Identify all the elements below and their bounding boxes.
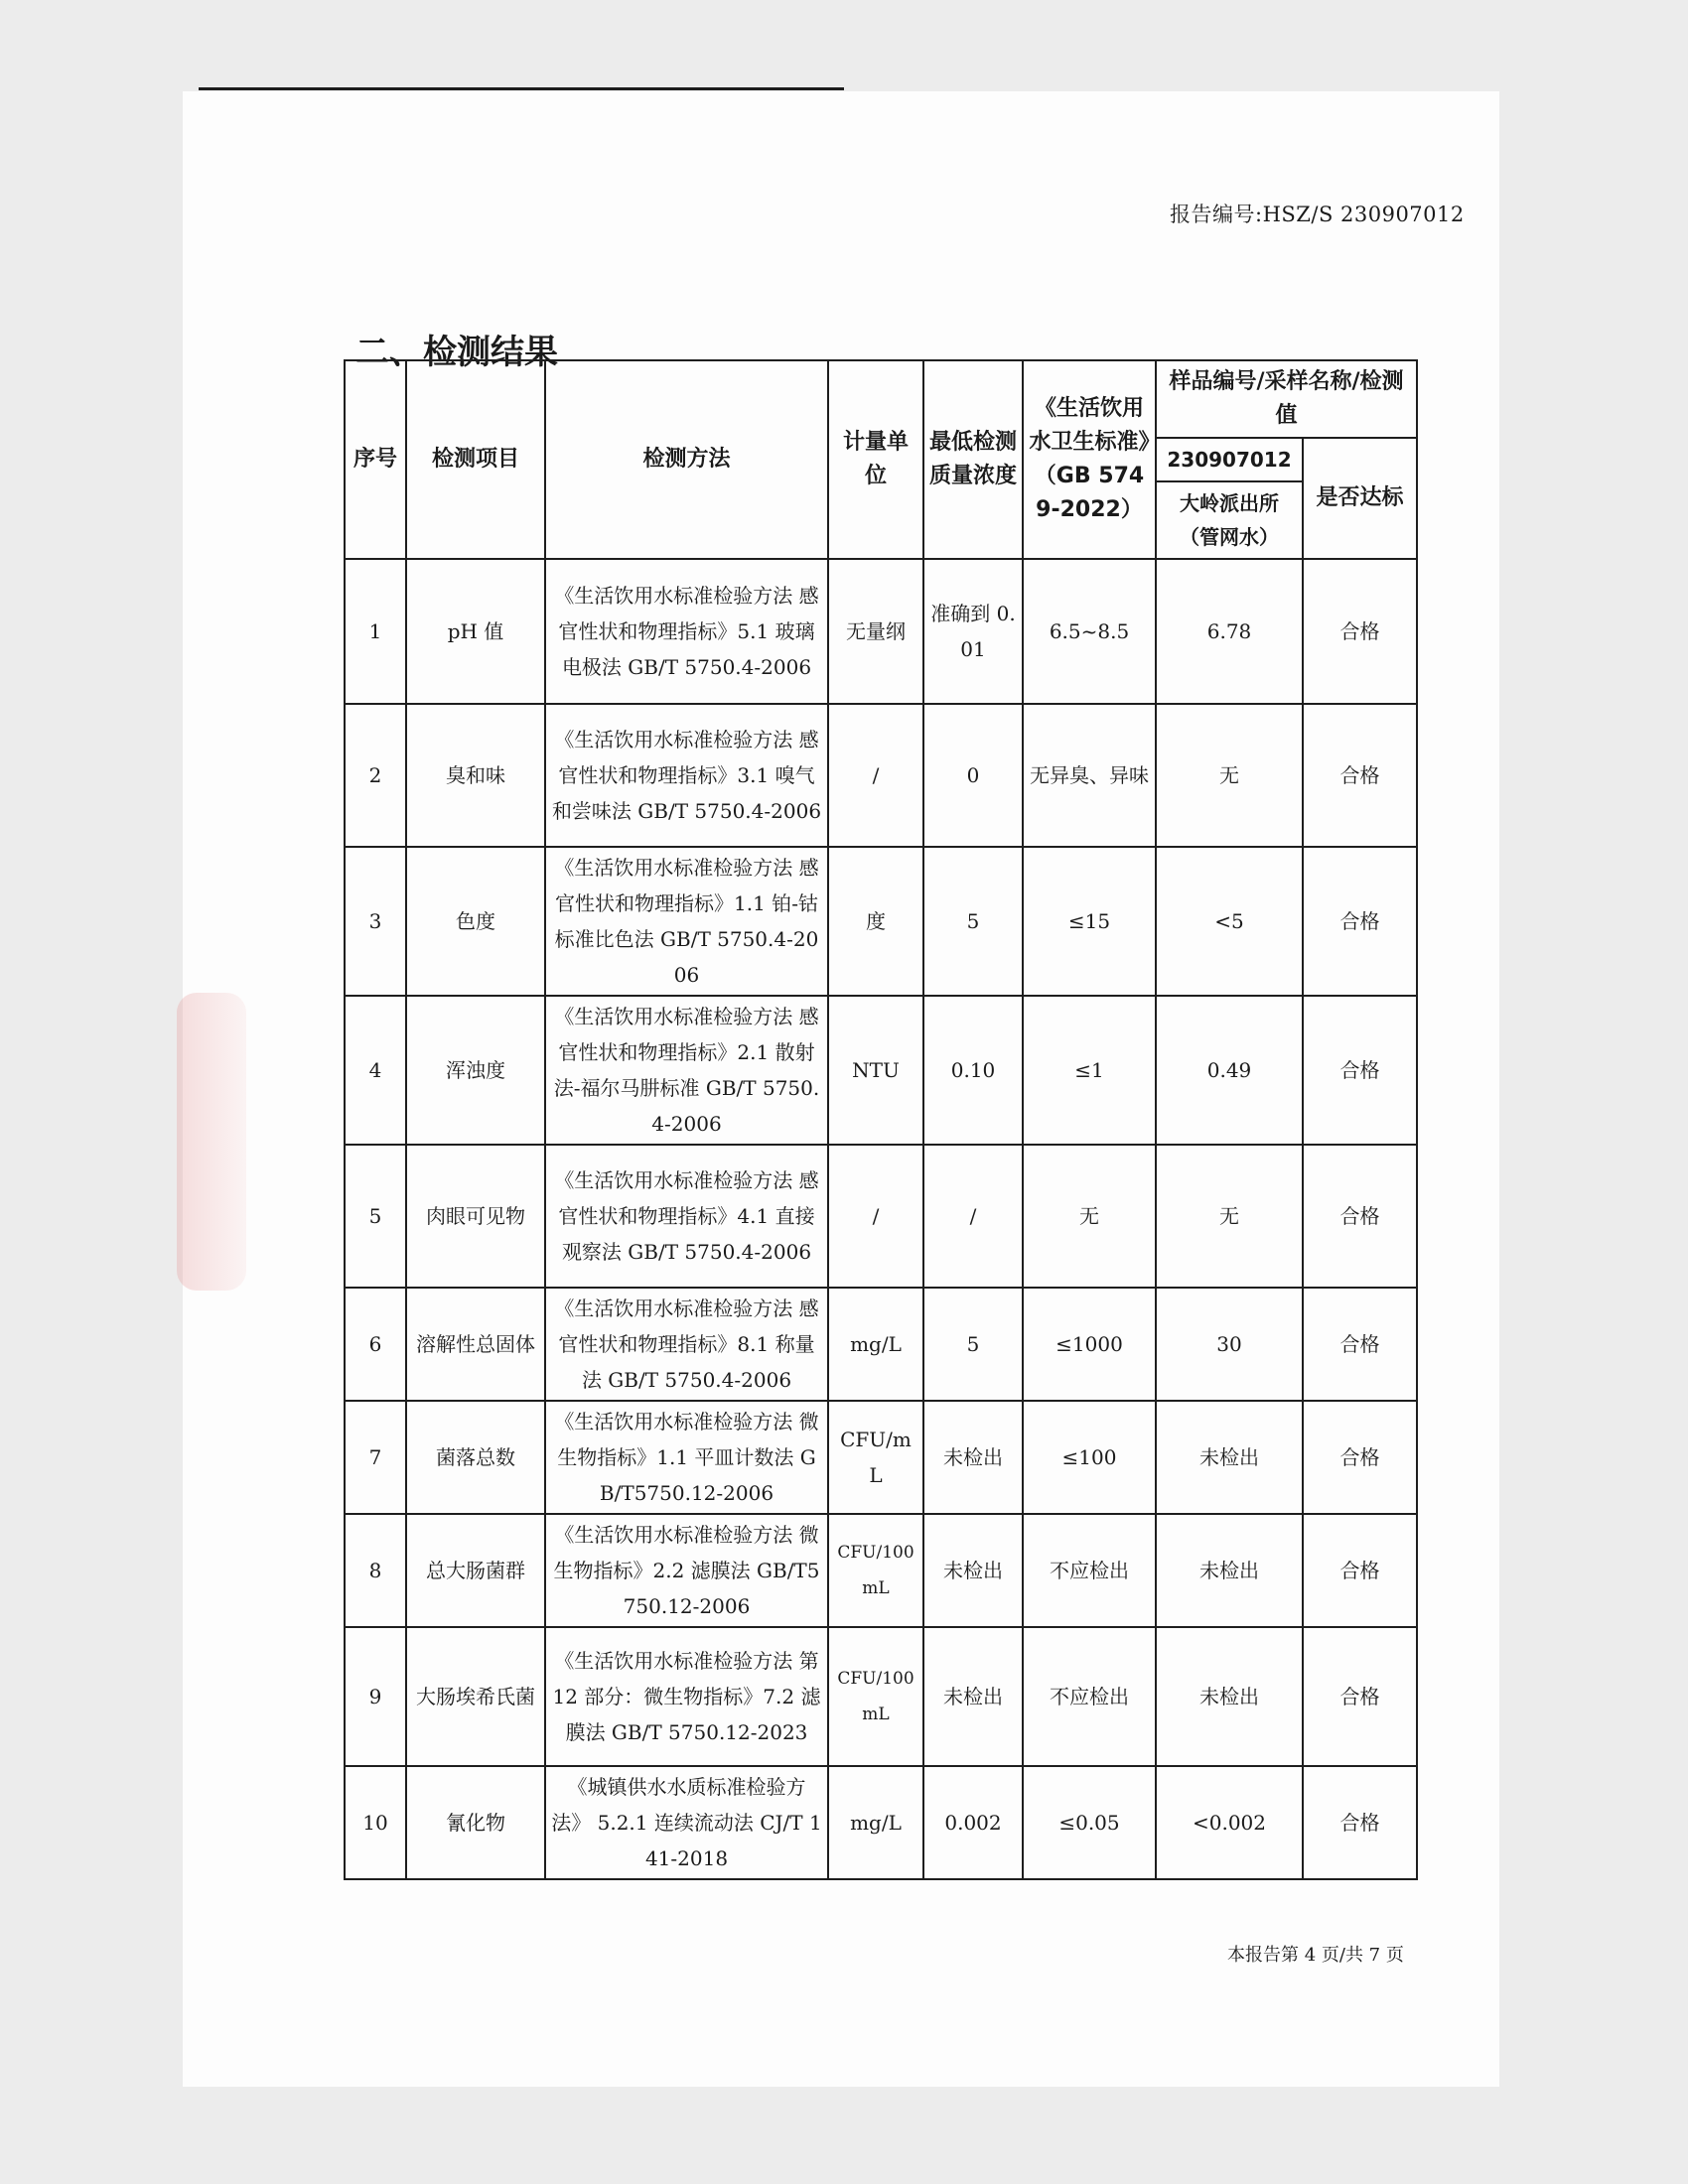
cell-value: 30	[1156, 1288, 1303, 1401]
cell-method: 《生活饮用水标准检验方法 微生物指标》2.2 滤膜法 GB/T5750.12-2006	[545, 1514, 828, 1627]
cell-method: 《生活饮用水标准检验方法 第 12 部分：微生物指标》7.2 滤膜法 GB/T 5750.12-2023	[545, 1627, 828, 1766]
cell-no: 2	[345, 704, 406, 847]
header-no: 序号	[345, 360, 406, 559]
cell-result: 合格	[1303, 1401, 1417, 1514]
results-body	[345, 559, 1417, 1879]
cell-method: 《生活饮用水标准检验方法 感官性状和物理指标》5.1 玻璃电极法 GB/T 5750.4-2006	[545, 559, 828, 704]
cell-result: 合格	[1303, 1145, 1417, 1288]
header-sample-group: 样品编号/采样名称/检测值	[1156, 360, 1417, 438]
header-unit: 计量单位	[828, 360, 923, 559]
cell-item: 菌落总数	[406, 1401, 545, 1514]
report-number: 报告编号:HSZ/S 230907012	[1170, 203, 1465, 226]
cell-method: 《生活饮用水标准检验方法 感官性状和物理指标》4.1 直接观察法 GB/T 5750.4-2006	[545, 1145, 828, 1288]
top-rule-divider	[199, 87, 844, 90]
cell-unit: 无量纲	[828, 559, 923, 704]
cell-unit: /	[828, 1145, 923, 1288]
table-row	[345, 559, 1417, 704]
cell-method: 《生活饮用水标准检验方法 感官性状和物理指标》2.1 散射法-福尔马肼标准 GB/T 5750.4-2006	[545, 996, 828, 1145]
cell-item: 氰化物	[406, 1766, 545, 1879]
table-row	[345, 1401, 1417, 1514]
cell-item: 浑浊度	[406, 996, 545, 1145]
cell-value: 无	[1156, 704, 1303, 847]
cell-unit: mg/L	[828, 1288, 923, 1401]
cell-no: 9	[345, 1627, 406, 1766]
table-row	[345, 996, 1417, 1145]
seal-stamp-fragment	[177, 993, 246, 1291]
page-footer: 本报告第 4 页/共 7 页	[1227, 1945, 1404, 1966]
cell-value: <0.002	[1156, 1766, 1303, 1879]
cell-result: 合格	[1303, 996, 1417, 1145]
cell-item: 大肠埃希氏菌	[406, 1627, 545, 1766]
cell-value: 未检出	[1156, 1514, 1303, 1627]
table-row	[345, 1145, 1417, 1288]
cell-method: 《生活饮用水标准检验方法 微生物指标》1.1 平皿计数法 GB/T5750.12-2006	[545, 1401, 828, 1514]
cell-item: 总大肠菌群	[406, 1514, 545, 1627]
cell-min-conc: 5	[923, 1288, 1023, 1401]
cell-item: 色度	[406, 847, 545, 996]
cell-min-conc: 未检出	[923, 1627, 1023, 1766]
cell-unit: 度	[828, 847, 923, 996]
header-item: 检测项目	[406, 360, 545, 559]
cell-min-conc: 未检出	[923, 1401, 1023, 1514]
cell-result: 合格	[1303, 1766, 1417, 1879]
cell-limit: 无异臭、异味	[1023, 704, 1156, 847]
table-row	[345, 1627, 1417, 1766]
cell-no: 5	[345, 1145, 406, 1288]
cell-unit: NTU	[828, 996, 923, 1145]
cell-value: 6.78	[1156, 559, 1303, 704]
cell-min-conc: 未检出	[923, 1514, 1023, 1627]
cell-limit: 6.5~8.5	[1023, 559, 1156, 704]
section-title: 二、检测结果	[355, 333, 558, 372]
cell-unit: CFU/mL	[828, 1401, 923, 1514]
header-sample-id: 230907012	[1156, 438, 1303, 481]
cell-limit: ≤1	[1023, 996, 1156, 1145]
cell-unit: CFU/100mL	[828, 1627, 923, 1766]
cell-limit: ≤100	[1023, 1401, 1156, 1514]
cell-min-conc: 0.10	[923, 996, 1023, 1145]
cell-method: 《城镇供水水质标准检验方法》 5.2.1 连续流动法 CJ/T 141-2018	[545, 1766, 828, 1879]
cell-min-conc: 准确到 0.01	[923, 559, 1023, 704]
cell-limit: ≤1000	[1023, 1288, 1156, 1401]
table-row	[345, 847, 1417, 996]
header-method: 检测方法	[545, 360, 828, 559]
cell-unit: /	[828, 704, 923, 847]
cell-result: 合格	[1303, 1627, 1417, 1766]
cell-min-conc: 5	[923, 847, 1023, 996]
cell-limit: 不应检出	[1023, 1627, 1156, 1766]
cell-value: 未检出	[1156, 1401, 1303, 1514]
cell-result: 合格	[1303, 559, 1417, 704]
cell-limit: 不应检出	[1023, 1514, 1156, 1627]
cell-unit: mg/L	[828, 1766, 923, 1879]
cell-method: 《生活饮用水标准检验方法 感官性状和物理指标》1.1 铂-钴标准比色法 GB/T 5750.4-2006	[545, 847, 828, 996]
table-row	[345, 704, 1417, 847]
header-compliance: 是否达标	[1303, 438, 1417, 559]
cell-limit: ≤0.05	[1023, 1766, 1156, 1879]
table-row	[345, 1514, 1417, 1627]
cell-value: 未检出	[1156, 1627, 1303, 1766]
header-min-conc: 最低检测质量浓度	[923, 360, 1023, 559]
cell-item: 肉眼可见物	[406, 1145, 545, 1288]
cell-method: 《生活饮用水标准检验方法 感官性状和物理指标》3.1 嗅气和尝味法 GB/T 5750.4-2006	[545, 704, 828, 847]
cell-limit: 无	[1023, 1145, 1156, 1288]
cell-no: 3	[345, 847, 406, 996]
cell-result: 合格	[1303, 847, 1417, 996]
header-sample-name: 大岭派出所（管网水）	[1156, 481, 1303, 559]
cell-result: 合格	[1303, 1288, 1417, 1401]
table-row	[345, 1288, 1417, 1401]
cell-no: 10	[345, 1766, 406, 1879]
cell-value: 无	[1156, 1145, 1303, 1288]
cell-value: 0.49	[1156, 996, 1303, 1145]
cell-no: 7	[345, 1401, 406, 1514]
cell-value: <5	[1156, 847, 1303, 996]
table-row	[345, 1766, 1417, 1879]
cell-limit: ≤15	[1023, 847, 1156, 996]
cell-item: pH 值	[406, 559, 545, 704]
cell-unit: CFU/100mL	[828, 1514, 923, 1627]
cell-method: 《生活饮用水标准检验方法 感官性状和物理指标》8.1 称量法 GB/T 5750.4-2006	[545, 1288, 828, 1401]
results-table	[344, 359, 1418, 1880]
cell-result: 合格	[1303, 704, 1417, 847]
cell-no: 6	[345, 1288, 406, 1401]
cell-min-conc: /	[923, 1145, 1023, 1288]
header-standard: 《生活饮用水卫生标准》（GB 5749-2022）	[1023, 360, 1156, 559]
cell-no: 4	[345, 996, 406, 1145]
cell-no: 1	[345, 559, 406, 704]
cell-min-conc: 0.002	[923, 1766, 1023, 1879]
cell-item: 溶解性总固体	[406, 1288, 545, 1401]
cell-result: 合格	[1303, 1514, 1417, 1627]
cell-min-conc: 0	[923, 704, 1023, 847]
cell-item: 臭和味	[406, 704, 545, 847]
cell-no: 8	[345, 1514, 406, 1627]
